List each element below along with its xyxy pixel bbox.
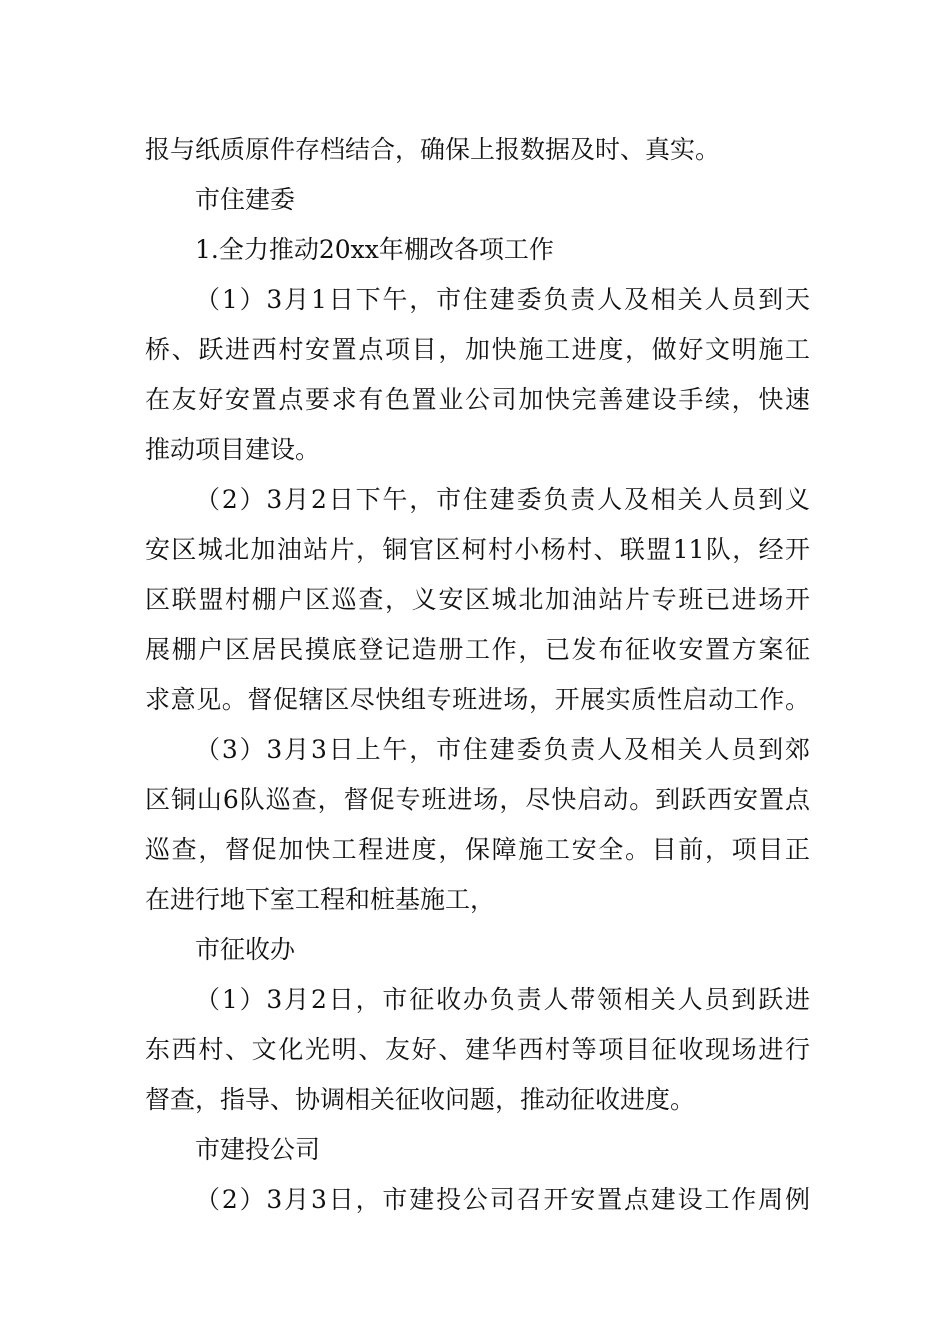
text-line-10: 区联盟村棚户区巡查，义安区城北加油站片专班已进场开 (145, 585, 810, 614)
text-line-18: （1）3月2日，市征收办负责人带领相关人员到跃进 (195, 985, 810, 1014)
text-line-19: 东西村、文化光明、友好、建华西村等项目征收现场进行 (145, 1035, 810, 1064)
text-line-12: 求意见。督促辖区尽快组专班进场，开展实质性启动工作。 (145, 685, 810, 714)
text-line-7: 推动项目建设。 (145, 435, 321, 464)
text-line-4: （1）3月1日下午，市住建委负责人及相关人员到天 (195, 285, 810, 314)
text-line-6: 在友好安置点要求有色置业公司加快完善建设手续，快速 (145, 385, 810, 414)
text-line-15: 巡查，督促加快工程进度，保障施工安全。目前，项目正 (145, 835, 810, 864)
text-line-20: 督查，指导、协调相关征收问题，推动征收进度。 (145, 1085, 696, 1114)
text-line-14: 区铜山6队巡查，督促专班进场，尽快启动。到跃西安置点 (145, 785, 810, 814)
section-heading-construction-investment: 市建投公司 (195, 1135, 321, 1164)
section-heading-expropriation-office: 市征收办 (195, 935, 296, 964)
text-line-5: 桥、跃进西村安置点项目，加快施工进度，做好文明施工 (145, 335, 810, 364)
text-line-9: 安区城北加油站片，铜官区柯村小杨村、联盟11队，经开 (145, 535, 810, 564)
text-line-16: 在进行地下室工程和桩基施工， (145, 885, 496, 914)
section-heading-housing-committee: 市住建委 (195, 185, 296, 214)
text-line-22: （2）3月3日，市建投公司召开安置点建设工作周例 (195, 1185, 810, 1214)
text-line-1: 报与纸质原件存档结合，确保上报数据及时、真实。 (145, 135, 721, 164)
text-line-8: （2）3月2日下午，市住建委负责人及相关人员到义 (195, 485, 810, 514)
text-line-11: 展棚户区居民摸底登记造册工作，已发布征收安置方案征 (145, 635, 810, 664)
text-line-13: （3）3月3日上午，市住建委负责人及相关人员到郊 (195, 735, 810, 764)
item-heading-shantytown: 1.全力推动20xx年棚改各项工作 (195, 235, 554, 264)
